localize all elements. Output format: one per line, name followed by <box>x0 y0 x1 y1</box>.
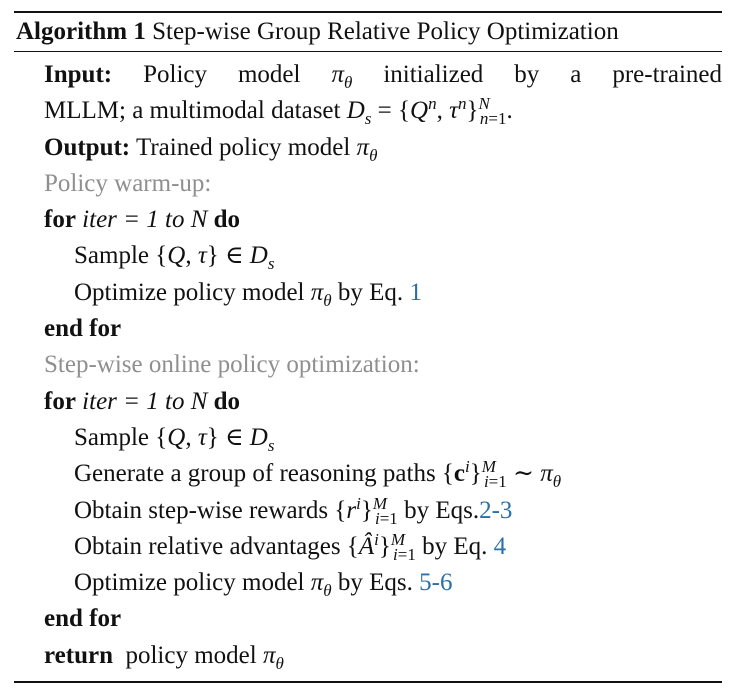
bottom-rule <box>14 681 722 683</box>
iter-bound: N <box>190 206 208 234</box>
generate-line: Generate a group of reasoning paths $\{c^i\}^M_{i=1}$ ∼ $\pi_\theta$ <box>74 457 562 492</box>
input-text-1: Policy model $\pi_\theta$ initialized by a pre-trained <box>143 61 723 92</box>
optimize-line-2 <box>44 565 722 601</box>
eq-ref-5[interactable]: 5 <box>419 569 432 597</box>
caption-rule <box>14 51 722 52</box>
eq-ref-6[interactable]: 6 <box>439 569 453 597</box>
for-keyword: for <box>44 387 76 415</box>
do-keyword: do <box>213 387 241 415</box>
eq-ref-4[interactable]: 4 <box>493 532 507 560</box>
optimize-text-1: Optimize policy model $\pi_\theta$ by Eq. <box>74 278 404 310</box>
sample-line-2: Sample {Q, τ} ∈ $D_s$ <box>74 423 275 455</box>
algorithm-title: Step-wise Group Relative Policy Optimization <box>152 18 619 45</box>
input-line-2 <box>44 93 722 129</box>
input-keyword: Input: <box>44 61 113 88</box>
eq-ref-3[interactable]: 3 <box>499 496 513 524</box>
end-for-1: end for <box>44 315 122 343</box>
ref-dash: - <box>431 569 440 597</box>
ref-dash: - <box>491 496 500 524</box>
do-keyword: do <box>213 206 241 234</box>
advantages-text: Obtain relative advantages $\{Â^i\}^M_{i=1}$ by Eq. <box>74 529 488 564</box>
for-line-2 <box>44 384 722 420</box>
output-text: Trained policy model $\pi_\theta$ <box>135 133 378 165</box>
return-text: policy model $\pi_\theta$ <box>119 641 284 673</box>
algorithm-label: Algorithm 1 <box>16 18 146 45</box>
iter-text: iter = 1 to <box>82 387 185 415</box>
algorithm-body <box>44 57 722 674</box>
return-line <box>44 638 722 674</box>
sample-line-1: Sample {Q, τ} ∈ $D_s$ <box>74 242 275 274</box>
eq-ref-1[interactable]: 1 <box>409 278 422 306</box>
algorithm-caption <box>16 12 619 51</box>
rewards-line <box>44 493 722 529</box>
optimize-text-2: Optimize policy model $\pi_\theta$ by Eqs. <box>74 569 413 601</box>
optimize-line-1 <box>44 275 722 311</box>
output-keyword: Output: <box>44 133 131 161</box>
for-line-1 <box>44 202 722 238</box>
rewards-text: Obtain step-wise rewards $\{r^i\}^M_{i=1}$ by Eqs. <box>74 493 480 528</box>
iter-bound: N <box>190 387 208 415</box>
output-line <box>44 130 722 166</box>
input-line-1 <box>44 57 722 93</box>
advantages-line <box>44 529 722 565</box>
eq-ref-2[interactable]: 2 <box>479 496 492 524</box>
iter-text: iter = 1 to <box>82 206 185 234</box>
for-keyword: for <box>44 206 76 234</box>
end-for-2: end for <box>44 605 122 633</box>
online-optimization-comment: Step-wise online policy optimization: <box>44 351 420 379</box>
warmup-comment: Policy warm-up: <box>44 169 212 197</box>
input-text-2: MLLM; a multimodal dataset $D_s = \{Q^n$, $\tau^n\}^N_{n=1}$. <box>44 94 513 129</box>
return-keyword: return <box>44 641 113 669</box>
